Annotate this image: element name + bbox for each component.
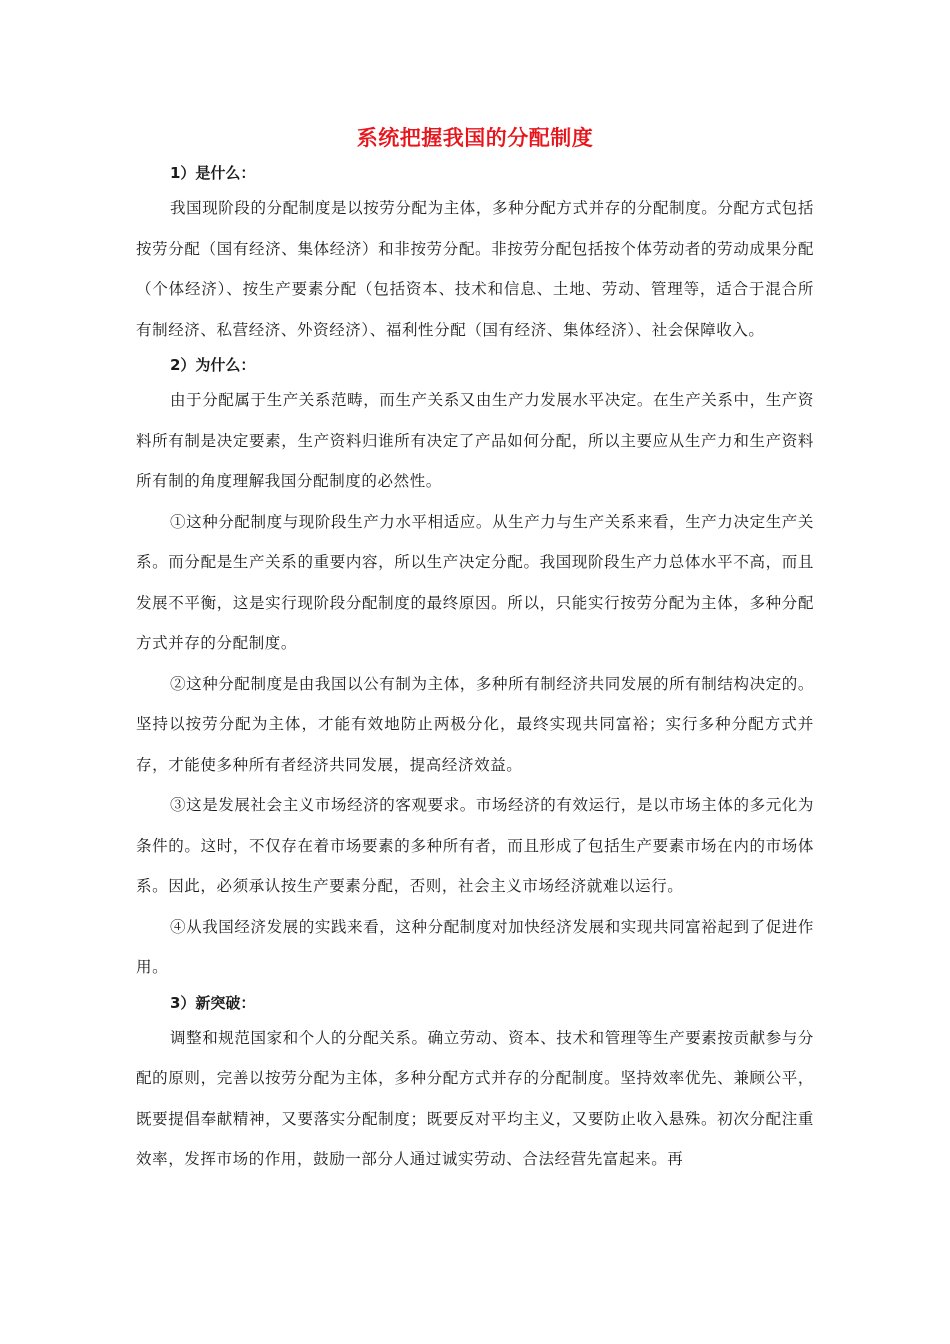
paragraph-why-point-1: ①这种分配制度与现阶段生产力水平相适应。从生产力与生产关系来看，生产力决定生产关系。而分配是生产关系的重要内容，所以生产决定分配。我国现阶段生产力总体水平不高，而且发展不平衡，这是实行现阶段分配制度的最终原因。所以，只能实行按劳分配为主体，多种分配方式并存的分配制度。 [136, 512, 815, 652]
document-page [136, 122, 814, 1180]
paragraph-what-1: 我国现阶段的分配制度是以按劳分配为主体，多种分配方式并存的分配制度。分配方式包括按劳分配（国有经济、集体经济）和非按劳分配。非按劳分配包括按个体劳动者的劳动成果分配（个体经济）、按生产要素分配（包括资本、技术和信息、土地、劳动、管理等，适合于混合所有制经济、私营经济、外资经济）、福利性分配（国有经济、集体经济）、社会保障收入。 [136, 199, 815, 339]
page-title: 系统把握我国的分配制度 [356, 126, 594, 150]
paragraph-why-intro: 由于分配属于生产关系范畴，而生产关系又由生产力发展水平决定。在生产关系中，生产资料所有制是决定要素，生产资料归谁所有决定了产品如何分配，所以主要应从生产力和生产资料所有制的角度理解我国分配制度的必然性。 [136, 391, 815, 490]
paragraph-new-breakthrough-1: 调整和规范国家和个人的分配关系。确立劳动、资本、技术和管理等生产要素按贡献参与分配的原则，完善以按劳分配为主体，多种分配方式并存的分配制度。坚持效率优先、兼顾公平，既要提倡奉献精神，又要落实分配制度；既要反对平均主义，又要防止收入悬殊。初次分配注重效率，发挥市场的作用，鼓励一部分人通过诚实劳动、合法经营先富起来。再 [136, 1028, 815, 1168]
section-heading-what: 1）是什么： [170, 164, 256, 182]
section-heading-new-breakthrough: 3）新突破： [170, 993, 256, 1012]
section-heading-why: 2）为什么： [170, 356, 256, 374]
paragraph-why-point-4: ④从我国经济发展的实践来看，这种分配制度对加快经济发展和实现共同富裕起到了促进作用。 [136, 917, 815, 976]
paragraph-why-point-2: ②这种分配制度是由我国以公有制为主体，多种所有制经济共同发展的所有制结构决定的。坚持以按劳分配为主体，才能有效地防止两极分化，最终实现共同富裕；实行多种分配方式并存，才能使多种所有者经济共同发展，提高经济效益。 [136, 674, 815, 774]
paragraph-why-point-3: ③这是发展社会主义市场经济的客观要求。市场经济的有效运行，是以市场主体的多元化为条件的。这时，不仅存在着市场要素的多种所有者，而且形成了包括生产要素市场在内的市场体系。因此，必须承认按生产要素分配，否则，社会主义市场经济就难以运行。 [136, 796, 815, 895]
